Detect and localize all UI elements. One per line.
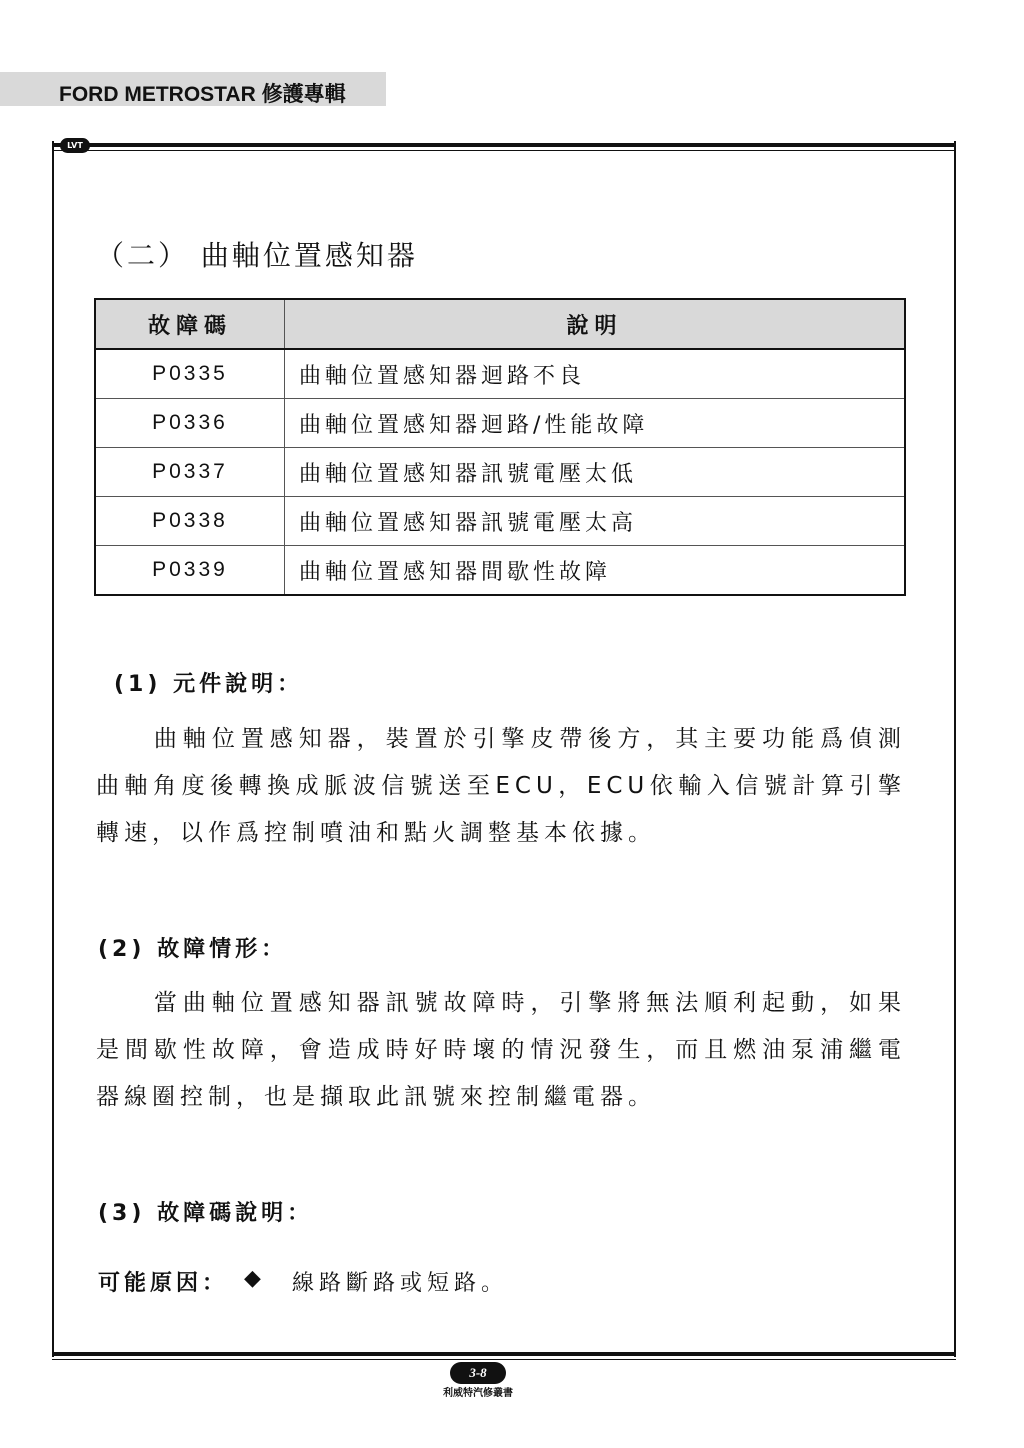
- header-description: 說明: [285, 299, 906, 349]
- dtc-code: P0335: [95, 349, 285, 399]
- top-rule-thin: [52, 150, 956, 151]
- dtc-code: P0338: [95, 497, 285, 546]
- possible-cause-label: 可能原因：: [98, 1271, 229, 1296]
- book-title: FORD METROSTAR 修護專輯: [59, 83, 346, 106]
- dtc-description: 曲軸位置感知器訊號電壓太高: [285, 497, 906, 546]
- table-header-row: [95, 299, 905, 349]
- fault-paragraph: 當曲軸位置感知器訊號故障時，引擎將無法順利起動，如果是間歇性故障，會造成時好時壞的情況發生，而且燃油泵浦繼電器線圈控制，也是擷取此訊號來控制繼電器。: [96, 990, 906, 1110]
- dtc-explanation-heading: (3) 故障碼說明：: [98, 1201, 314, 1226]
- dtc-description: 曲軸位置感知器迴路/性能故障: [285, 399, 906, 448]
- publisher-logo-icon: LVT: [60, 138, 90, 153]
- possible-cause-text: 線路斷路或短路。: [292, 1271, 509, 1296]
- header-code: 故障碼: [95, 299, 285, 349]
- dtc-code: P0339: [95, 546, 285, 596]
- dtc-code: P0337: [95, 448, 285, 497]
- table-row: [95, 349, 905, 399]
- component-heading: (1) 元件說明：: [114, 672, 304, 697]
- component-paragraph: 曲軸位置感知器，裝置於引擎皮帶後方，其主要功能爲偵測曲軸角度後轉換成脈波信號送至ECU，ECU依輸入信號計算引擎轉速，以作爲控制噴油和點火調整基本依據。: [96, 726, 906, 846]
- table-row: [95, 546, 905, 596]
- dtc-code: P0336: [95, 399, 285, 448]
- top-rule: [52, 143, 956, 147]
- table-row: [95, 448, 905, 497]
- dtc-description: 曲軸位置感知器迴路不良: [285, 349, 906, 399]
- diamond-bullet-icon: ◆: [244, 1266, 261, 1291]
- section-title: （二） 曲軸位置感知器: [96, 239, 418, 272]
- page-number: 3-8: [450, 1362, 506, 1384]
- publisher-name: 利威特汽修叢書: [443, 1388, 513, 1399]
- table-row: [95, 497, 905, 546]
- bottom-rule-thin: [52, 1359, 956, 1360]
- dtc-table: [94, 298, 906, 596]
- bottom-rule: [52, 1352, 956, 1356]
- dtc-description: 曲軸位置感知器間歇性故障: [285, 546, 906, 596]
- table-row: [95, 399, 905, 448]
- dtc-description: 曲軸位置感知器訊號電壓太低: [285, 448, 906, 497]
- fault-heading: (2) 故障情形：: [98, 937, 288, 962]
